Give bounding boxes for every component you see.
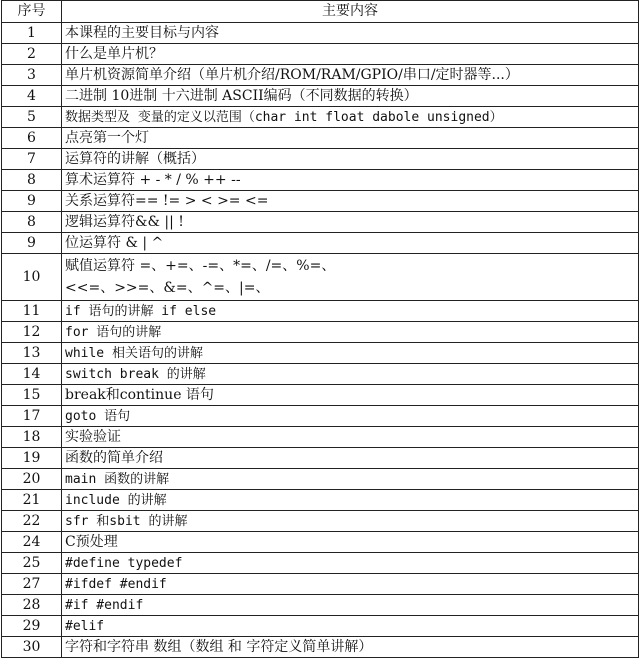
row-serial-number: 14 [2,364,62,385]
row-serial-number: 27 [2,574,62,595]
row-content: include 的讲解 [62,490,639,511]
table-row [2,532,639,553]
row-content-line-1: 赋值运算符 =、+=、-=、*=、/=、%=、 [65,258,336,274]
table-row [2,427,639,448]
row-content: C预处理 [62,532,639,553]
table-row [2,511,639,532]
row-serial-number: 13 [2,343,62,364]
row-serial-number: 30 [2,637,62,658]
table-row [2,364,639,385]
table-row [2,469,639,490]
row-content: 运算符的讲解（概括） [62,149,639,170]
row-serial-number: 3 [2,65,62,86]
table-row [2,44,639,65]
row-content: 什么是单片机？ [62,44,639,65]
row-content: #if #endif [62,595,639,616]
table-row [2,301,639,322]
table-row [2,553,639,574]
row-serial-number: 2 [2,44,62,65]
row-serial-number: 4 [2,86,62,107]
row-serial-number: 7 [2,149,62,170]
course-content-table [1,0,639,658]
row-content-line-2: <<=、>>=、&=、^=、|=、 [65,280,270,296]
table-row [2,595,639,616]
table-row [2,343,639,364]
row-serial-number: 20 [2,469,62,490]
row-serial-number: 15 [2,385,62,406]
header-main-content: 主要内容 [62,1,639,23]
row-content: 字符和字符串 数组（数组 和 字符定义简单讲解） [62,637,639,658]
row-content: 本课程的主要目标与内容 [62,23,639,44]
row-serial-number: 28 [2,595,62,616]
row-serial-number: 5 [2,107,62,128]
row-content: 实验验证 [62,427,639,448]
row-content: 算术运算符 + - * / % ++ -- [62,170,639,191]
table-row [2,254,639,301]
row-content: switch break 的讲解 [62,364,639,385]
table-row [2,107,639,128]
table-row [2,406,639,427]
row-serial-number: 29 [2,616,62,637]
row-content: 逻辑运算符&& || ! [62,212,639,233]
table-row [2,128,639,149]
row-serial-number: 6 [2,128,62,149]
row-content: #ifdef #endif [62,574,639,595]
row-content: while 相关语句的讲解 [62,343,639,364]
row-content: goto 语句 [62,406,639,427]
table-row [2,637,639,658]
table-row [2,448,639,469]
row-content: 二进制 10进制 十六进制 ASCII编码（不同数据的转换） [62,86,639,107]
row-content: 函数的简单介绍 [62,448,639,469]
row-serial-number: 17 [2,406,62,427]
row-content: 位运算符 & | ^ [62,233,639,254]
table-row [2,212,639,233]
table-row [2,322,639,343]
row-serial-number: 8 [2,212,62,233]
table-row [2,574,639,595]
row-serial-number: 21 [2,490,62,511]
table-row [2,170,639,191]
table-row [2,191,639,212]
row-serial-number: 11 [2,301,62,322]
row-serial-number: 18 [2,427,62,448]
table-row [2,86,639,107]
row-serial-number: 22 [2,511,62,532]
table-row [2,616,639,637]
row-serial-number: 1 [2,23,62,44]
table-row [2,233,639,254]
table-row [2,490,639,511]
row-content: main 函数的讲解 [62,469,639,490]
table-header-row [2,1,639,23]
row-content: #elif [62,616,639,637]
row-content: 单片机资源简单介绍（单片机介绍/ROM/RAM/GPIO/串口/定时器等...） [62,65,639,86]
row-serial-number: 25 [2,553,62,574]
row-content: for 语句的讲解 [62,322,639,343]
row-serial-number: 8 [2,170,62,191]
row-content: if 语句的讲解 if else [62,301,639,322]
row-serial-number: 24 [2,532,62,553]
row-content: 数据类型及 变量的定义以范围（char int float dabole unsigned） [62,107,639,128]
row-serial-number: 12 [2,322,62,343]
row-content: 关系运算符== != > < >= <= [62,191,639,212]
row-content: 点亮第一个灯 [62,128,639,149]
table-row [2,65,639,86]
table-row [2,23,639,44]
table-row [2,149,639,170]
row-serial-number: 19 [2,448,62,469]
row-content: break和continue 语句 [62,385,639,406]
row-serial-number: 9 [2,233,62,254]
row-serial-number: 9 [2,191,62,212]
row-serial-number: 10 [2,254,62,301]
row-content: sfr 和sbit 的讲解 [62,511,639,532]
table-row [2,385,639,406]
header-serial-number: 序号 [2,1,62,23]
row-content: #define typedef [62,553,639,574]
row-content [62,254,639,301]
